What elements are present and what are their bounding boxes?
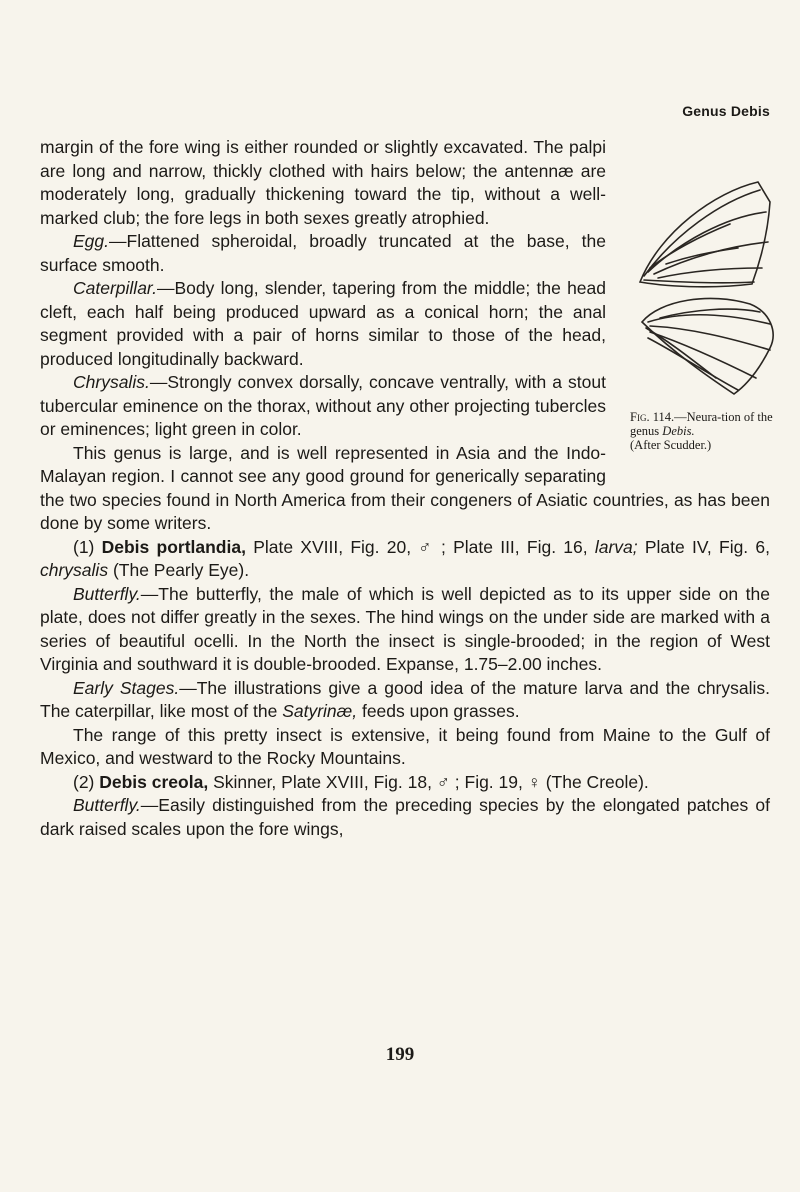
figure-credit: (After Scudder.) bbox=[630, 438, 712, 452]
early-stages-text: —The illustrations give a good idea of the mature larva and the chrysalis. The caterpillar, like most of the bbox=[40, 677, 770, 721]
species-number: (1) bbox=[73, 536, 102, 557]
butterfly-heading: Butterfly. bbox=[73, 583, 141, 604]
early-stages-text-2: feeds upon grasses. bbox=[357, 701, 520, 721]
paragraph-butterfly-portlandia bbox=[40, 583, 770, 677]
figure-caption bbox=[630, 410, 790, 452]
running-head: Genus Debis bbox=[682, 103, 770, 119]
chrysalis-label: chrysalis bbox=[40, 560, 109, 580]
butterfly-text: —The butterfly, the male of which is well depicted as to its upper side on the plate, does not differ greatly in the sexes. The hind wings on the under side are marked with a series of beautiful ocelli. In the North the insect is single-brooded; in the region of West Virginia and southward it is double-brooded. Expanse, 1.75–2.00 inches. bbox=[40, 583, 770, 674]
paragraph-range: The range of this pretty insect is extensive, it being found from Maine to the Gulf of Mexico, and westward to the Rocky Mountains. bbox=[40, 724, 770, 768]
figure-label: Fig. 114. bbox=[630, 410, 675, 424]
page-number: 199 bbox=[385, 1044, 415, 1065]
body-text bbox=[40, 136, 773, 841]
species-plate-ref: Plate XVIII, Fig. 20, ♂ ; Plate III, Fig. 16, bbox=[245, 536, 595, 557]
common-name: (The Pearly Eye). bbox=[108, 560, 250, 580]
butterfly-text-2: —Easily distinguished from the preceding species by the elongated patches of dark raised scales upon the fore wings, bbox=[40, 795, 770, 839]
egg-text: —Flattened spheroidal, broadly truncated at the base, the surface smooth. bbox=[40, 231, 606, 275]
species-number-2: (2) bbox=[73, 771, 100, 792]
early-stages-heading: Early Stages. bbox=[73, 677, 180, 698]
egg-heading: Egg. bbox=[73, 231, 109, 251]
figure-caption-text: —Neura-tion of the genus bbox=[630, 410, 773, 438]
caterpillar-text: —Body long, slender, tapering from the middle; the head cleft, each half being produced upward as a conical horn; the anal segment provided with a pair of horns similar to those of the head, produced longitudinally backward. bbox=[40, 278, 606, 369]
species-name-creola: Debis creola, bbox=[99, 771, 209, 792]
species-plate-ref-creola: Skinner, Plate XVIII, Fig. 18, ♂ ; Fig. 19, ♀ (The Creole). bbox=[208, 771, 649, 792]
chrysalis-text: —Strongly convex dorsally, concave ventrally, with a stout tubercular eminence on the thorax, without any other projecting tubercles or eminences; light green in color. bbox=[40, 372, 606, 439]
paragraph-genus-description: margin of the fore wing is either rounded or slightly excavated. The palpi are long and narrow, thickly clothed with hairs below; the antennæ are moderately long, gradually thickening toward the tip, without a well-marked club; the fore legs in both sexes greatly atrophied. bbox=[40, 137, 606, 228]
satyrinae-label: Satyrinæ, bbox=[282, 701, 358, 721]
paragraph-early-stages bbox=[40, 677, 770, 724]
figure-caption-genus: Debis. bbox=[662, 424, 695, 438]
paragraph-species-creola bbox=[40, 771, 770, 795]
paragraph-species-portlandia bbox=[40, 536, 770, 583]
figure-114 bbox=[620, 172, 780, 482]
wing-neuration-drawing bbox=[620, 172, 780, 412]
chrysalis-heading: Chrysalis. bbox=[73, 372, 150, 392]
species-name-portlandia: Debis portlandia, bbox=[101, 536, 246, 557]
paragraph-genus-range: This genus is large, and is well represented in Asia and the Indo-Malayan region. I cannot see any good ground for generically separating the two species found in North America from their congeners of Asiatic countries, as has been done by some writers. bbox=[40, 442, 770, 533]
larva-label: larva; bbox=[594, 536, 638, 557]
caterpillar-heading: Caterpillar. bbox=[73, 278, 157, 298]
butterfly-heading-2: Butterfly. bbox=[73, 795, 141, 815]
paragraph-butterfly-creola bbox=[40, 794, 770, 841]
species-plate-ref-2: Plate IV, Fig. 6, bbox=[637, 536, 770, 557]
